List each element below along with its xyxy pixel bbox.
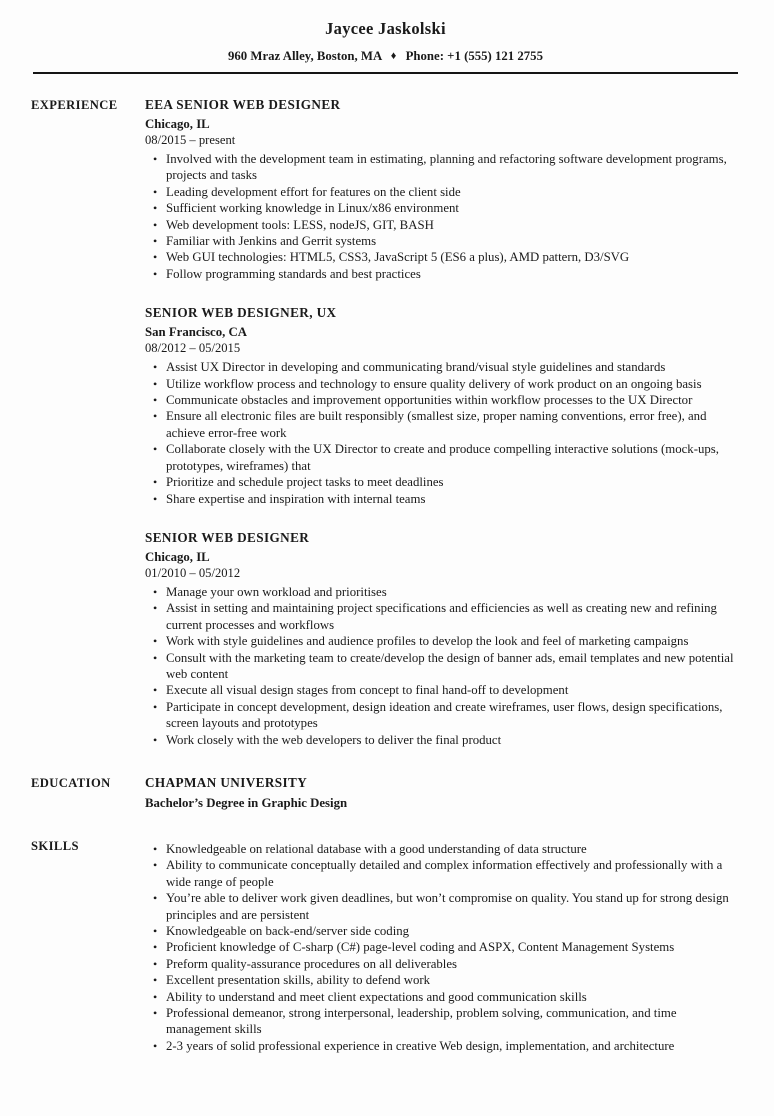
bullet-item: • Familiar with Jenkins and Gerrit systems: [166, 233, 740, 249]
bullet-item: • Collaborate closely with the UX Director to create and produce compelling interactive solutions (mock-ups, prototypes, wireframes) that: [166, 441, 740, 474]
job-dates: 01/2010 – 05/2012: [145, 565, 241, 580]
job-bullet-list: [145, 584, 740, 748]
skills-content: [145, 838, 740, 1054]
job-title: EEA SENIOR WEB DESIGNER: [145, 97, 341, 112]
job-bullet-list: [145, 151, 740, 282]
bullet-item: • You’re able to deliver work given deadlines, but won’t compromise on quality. You stand up for strong design principles and are persistent: [166, 890, 740, 923]
bullet-item: • Proficient knowledge of C-sharp (C#) page-level coding and ASPX, Content Management Systems: [166, 939, 740, 955]
bullet-item: • Involved with the development team in estimating, planning and refactoring software development programs, projects and tasks: [166, 151, 740, 184]
diamond-separator-icon: ♦: [390, 50, 397, 62]
bullet-item: • Excellent presentation skills, ability to defend work: [166, 972, 740, 988]
phone-text: Phone: +1 (555) 121 2755: [405, 49, 543, 63]
bullet-item: • Share expertise and inspiration with internal teams: [166, 491, 740, 507]
bullet-item: • Ability to understand and meet client expectations and good communication skills: [166, 989, 740, 1005]
job-entry-3: [145, 530, 740, 748]
job-bullet-list: [145, 359, 740, 507]
bullet-item: • Manage your own workload and prioritises: [166, 584, 740, 600]
bullet-item: • Leading development effort for features on the client side: [166, 184, 740, 200]
resume-header: [31, 19, 740, 74]
job-entry-2: [145, 305, 740, 507]
bullet-item: • Participate in concept development, design ideation and create wireframes, user flows, design specifications, screen layouts and prototypes: [166, 699, 740, 732]
bullet-item: • Sufficient working knowledge in Linux/x86 environment: [166, 200, 740, 216]
section-label-education: EDUCATION: [31, 775, 111, 790]
degree-name: Bachelor’s Degree in Graphic Design: [145, 795, 348, 810]
job-location: Chicago, IL: [145, 549, 210, 564]
job-location: San Francisco, CA: [145, 325, 248, 340]
section-label-skills: SKILLS: [31, 838, 79, 853]
address-text: 960 Mraz Alley, Boston, MA: [228, 49, 382, 63]
job-title: SENIOR WEB DESIGNER: [145, 529, 310, 545]
bullet-item: • Assist in setting and maintaining project specifications and efficiencies as well as creating new and refining current processes and workflows: [166, 600, 740, 633]
education-section: [31, 775, 740, 811]
resume-body: [31, 97, 740, 1054]
education-content: [145, 775, 740, 811]
bullet-item: • Assist UX Director in developing and communicating brand/visual style guidelines and standards: [166, 359, 740, 375]
contact-line: [31, 49, 740, 64]
bullet-item: • Ensure all electronic files are built responsibly (smallest size, proper naming conventions, error free), and achieve error-free work: [166, 408, 740, 441]
job-dates: 08/2015 – present: [145, 133, 236, 147]
experience-content: [145, 97, 740, 748]
job-location: Chicago, IL: [145, 117, 210, 131]
job-entry-1: [145, 97, 740, 282]
experience-section: [31, 97, 740, 748]
job-dates: 08/2012 – 05/2015: [145, 341, 241, 356]
bullet-item: • Utilize workflow process and technology to ensure quality delivery of work product on an ongoing basis: [166, 376, 740, 392]
bullet-item: • Ability to communicate conceptually detailed and complex information effectively and professionally with a wide range of people: [166, 857, 740, 890]
bullet-item: • Preform quality-assurance procedures on all deliverables: [166, 956, 740, 972]
bullet-item: • Professional demeanor, strong interpersonal, leadership, problem solving, communication, and time management skills: [166, 1005, 740, 1038]
bullet-item: • Work with style guidelines and audience profiles to develop the look and feel of marketing campaigns: [166, 633, 740, 649]
skills-bullet-list: [145, 841, 740, 1054]
bullet-item: • 2-3 years of solid professional experience in creative Web design, implementation, and architecture: [166, 1038, 740, 1054]
bullet-item: • Communicate obstacles and improvement opportunities within workflow processes to the UX Director: [166, 392, 740, 408]
bullet-item: • Follow programming standards and best practices: [166, 266, 740, 282]
skills-section: [31, 838, 740, 1054]
bullet-item: • Work closely with the web developers to deliver the final product: [166, 732, 740, 748]
bullet-item: • Web GUI technologies: HTML5, CSS3, JavaScript 5 (ES6 a plus), AMD pattern, D3/SVG: [166, 249, 740, 265]
bullet-item: • Knowledgeable on back-end/server side coding: [166, 923, 740, 939]
school-name: CHAPMAN UNIVERSITY: [145, 774, 308, 790]
bullet-item: • Consult with the marketing team to create/develop the design of banner ads, email templates and new potential web content: [166, 650, 740, 683]
job-title: SENIOR WEB DESIGNER, UX: [145, 305, 337, 321]
candidate-name: Jaycee Jaskolski: [325, 19, 446, 38]
bullet-item: • Execute all visual design stages from concept to final hand-off to development: [166, 682, 740, 698]
bullet-item: • Web development tools: LESS, nodeJS, GIT, BASH: [166, 217, 740, 233]
bullet-item: • Knowledgeable on relational database with a good understanding of data structure: [166, 841, 740, 857]
header-divider: [33, 72, 738, 74]
bullet-item: • Prioritize and schedule project tasks to meet deadlines: [166, 474, 740, 490]
section-label-experience: EXPERIENCE: [31, 98, 118, 112]
